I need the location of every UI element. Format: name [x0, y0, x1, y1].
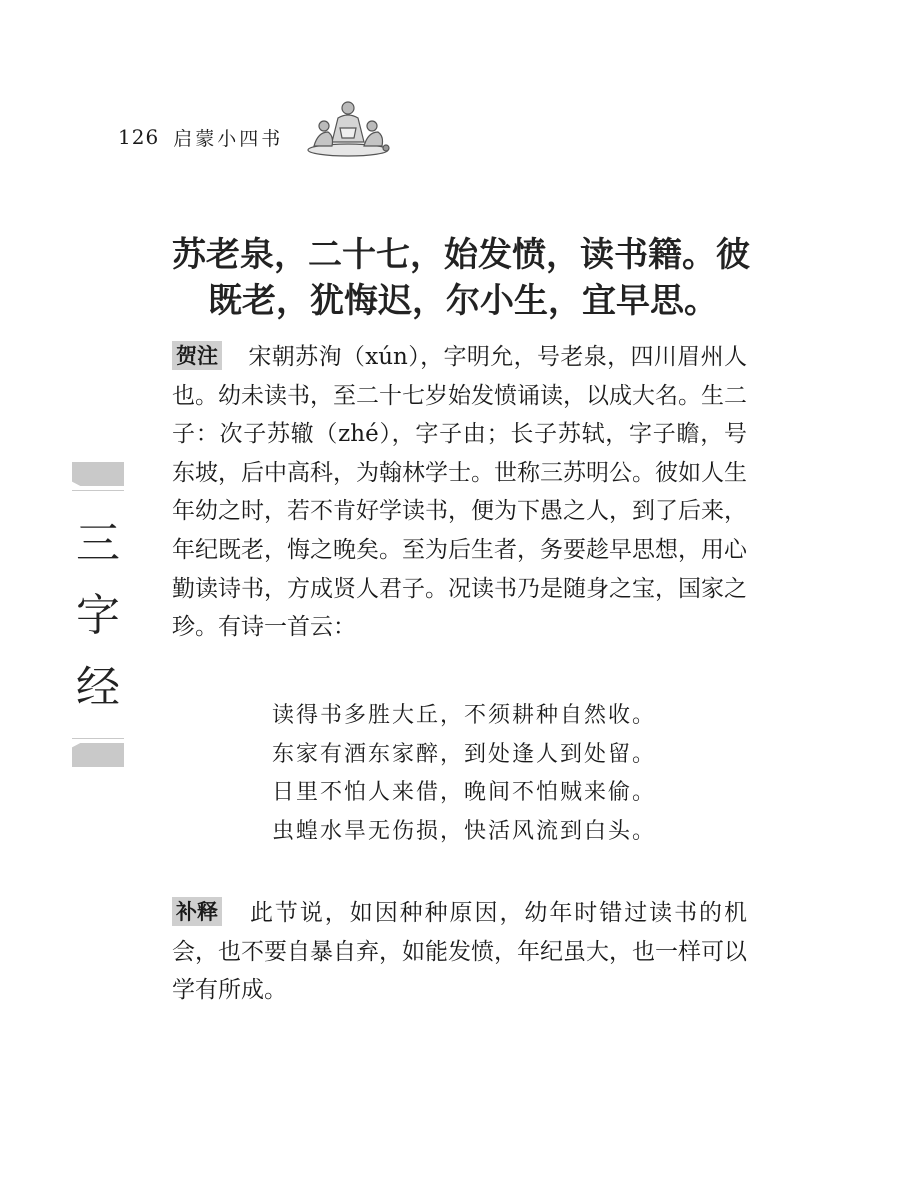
header-illustration: [302, 98, 394, 158]
poem-line: 虫蝗水旱无伤损，快活风流到白头。: [272, 818, 657, 844]
commentary-text: 宋朝苏洵（xún），字明允，号老泉，四川眉州人也。幼未读书，至二十七岁始发愤诵读，以成大名。生二子：次子苏辙（zhé），字子由；长子苏轼，字子瞻，号东坡，后中高科，为翰林学士。世称三苏明公。彼如人生年幼之时，若不肯好学读书，便为下愚之人，到了后来，年纪既老，悔之晚矣。至为后生者，务要趁早思想，用心勤读诗书，方成贤人君子。况读书乃是随身之宝，国家之珍。有诗一首云：: [172, 344, 747, 641]
verse: [172, 232, 752, 324]
commentary-label: 贺注: [172, 341, 222, 370]
tab-char: 三: [76, 518, 120, 569]
commentary-paragraph: [172, 338, 747, 647]
tab-char: 字: [76, 590, 120, 641]
tab-top-line: [72, 490, 124, 491]
tab-char: 经: [76, 662, 120, 713]
tab-bottom-line: [72, 738, 124, 739]
supplement-text: 此节说，如因种种原因，幼年时错过读书的机会，也不要自暴自弃，如能发愤，年纪虽大，也一样可以学有所成。: [172, 900, 747, 1004]
poem: [272, 697, 656, 851]
poem-line: 东家有酒东家醉，到处逢人到处留。: [272, 741, 657, 767]
poem-line: 日里不怕人来借，晚间不怕贼来偷。: [272, 780, 657, 805]
tab-top-bar: [72, 462, 124, 486]
tab-bottom-bar: [72, 743, 124, 767]
book-title: 启蒙小四书: [173, 127, 284, 150]
verse-line: 苏老泉，二十七，始发愤，读书籍。彼: [172, 235, 750, 275]
running-header: [118, 122, 283, 152]
supplement-paragraph: [172, 894, 747, 1010]
poem-line: 读得书多胜大丘，不须耕种自然收。: [272, 703, 657, 728]
supplement-label: 补释: [172, 897, 222, 926]
page-number: 126: [118, 125, 160, 149]
verse-line: 既老，犹悔迟，尔小生，宜早思。: [208, 281, 718, 321]
section-tab: [72, 462, 124, 767]
